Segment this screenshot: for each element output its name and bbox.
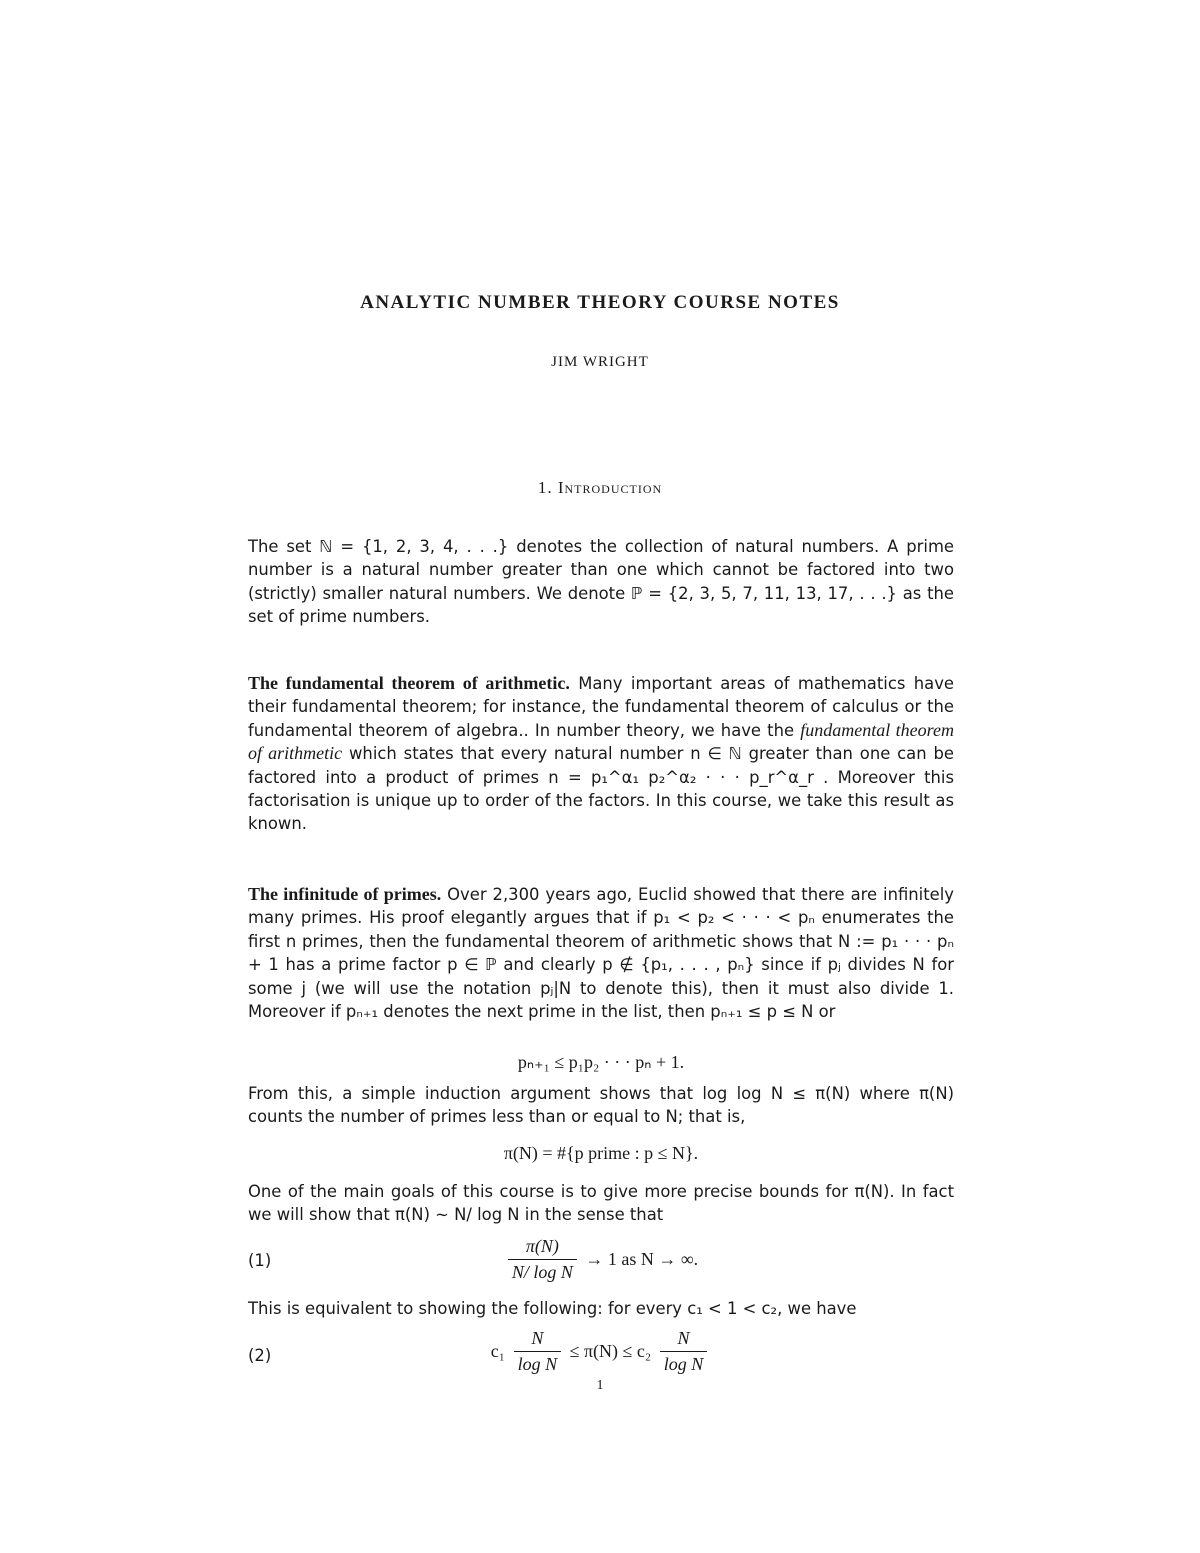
equation-2-right-numerator: N (660, 1328, 708, 1352)
page-number: 1 (596, 1378, 604, 1393)
infinitude-paragraph (248, 883, 954, 1023)
equation-2-middle: ≤ π(N) ≤ (569, 1341, 633, 1361)
equation-2-c2: c₂ (636, 1341, 652, 1361)
equation-1-fraction (508, 1236, 577, 1283)
equation-2-left-fraction (514, 1328, 562, 1375)
equation-1 (248, 1236, 954, 1283)
fundamental-theorem-text-b: which states that every natural number n ∈ ℕ greater than one can be factored into a product of primes n = p₁^α₁ p₂^α₂ · · · p_r^α_r . Moreover this factorisation is unique up to order of the factors. In this course, we take this result as known. (248, 744, 954, 834)
equation-2-left-numerator: N (514, 1328, 562, 1352)
equation-1-numerator: π(N) (508, 1236, 577, 1260)
equation-1-label: (1) (248, 1251, 272, 1270)
fundamental-theorem-heading: The fundamental theorem of arithmetic. (248, 673, 570, 693)
equation-1-limit: → 1 as N → ∞. (585, 1249, 699, 1269)
fundamental-theorem-paragraph (248, 672, 954, 836)
equation-2-right-denominator: log N (663, 1354, 704, 1374)
section-heading (0, 478, 1200, 498)
paper-title: ANALYTIC NUMBER THEORY COURSE NOTES (360, 292, 840, 313)
author-name: JIM WRIGHT (551, 354, 649, 370)
equation-1-denominator: N/ log N (511, 1262, 573, 1282)
infinitude-heading: The infinitude of primes. (248, 884, 442, 904)
equation-2-c1: c₁ (490, 1341, 506, 1361)
induction-paragraph: From this, a simple induction argument shows that log log N ≤ π(N) where π(N) counts the number of primes less than or equal to N; that is, (248, 1084, 954, 1127)
fundamental-theorem-emphasis: fundamental theorem of arithmetic (248, 719, 954, 764)
equation-2-label: (2) (248, 1346, 272, 1365)
display-inequality-euclid: pₙ₊₁ ≤ p₁p₂ · · · pₙ + 1. (517, 1052, 685, 1072)
equation-2-left-denominator: log N (517, 1354, 558, 1374)
main-goal-paragraph: One of the main goals of this course is to give more precise bounds for π(N). In fact we will show that π(N) ∼ N/ log N in the sense that (248, 1182, 954, 1225)
equivalence-paragraph: This is equivalent to showing the following: for every c₁ < 1 < c₂, we have (248, 1299, 857, 1318)
equation-2 (248, 1328, 954, 1375)
section-number: 1. (537, 478, 553, 497)
infinitude-text: Over 2,300 years ago, Euclid showed that there are infinitely many primes. His proof elegantly argues that if p₁ < p₂ < · · · < pₙ enumerates the first n primes, then the fundamental theorem of arithmetic shows that N := p₁ · · · pₙ + 1 has a prime factor p ∈ ℙ and clearly p ∉ {p₁, . . . , pₙ} since if pⱼ divides N for some j (we will use the notation pⱼ|N to denote this), then it must also divide 1. Moreover if pₙ₊₁ denotes the next prime in the list, then pₙ₊₁ ≤ p ≤ N or (248, 885, 954, 1022)
section-title: Introduction (557, 478, 663, 497)
fundamental-theorem-text-a: Many important areas of mathematics have their fundamental theorem; for instance, the fundamental theorem of calculus or the fundamental theorem of algebra.. In number theory, we have the (248, 674, 954, 740)
equation-2-right-fraction (660, 1328, 708, 1375)
display-prime-counting-definition: π(N) = #{p prime : p ≤ N}. (503, 1143, 699, 1163)
intro-paragraph: The set ℕ = {1, 2, 3, 4, . . .} denotes the collection of natural numbers. A prime number is a natural number greater than one which cannot be factored into two (strictly) smaller natural numbers. We denote ℙ = {2, 3, 5, 7, 11, 13, 17, . . .} as the set of prime numbers. (248, 537, 954, 627)
